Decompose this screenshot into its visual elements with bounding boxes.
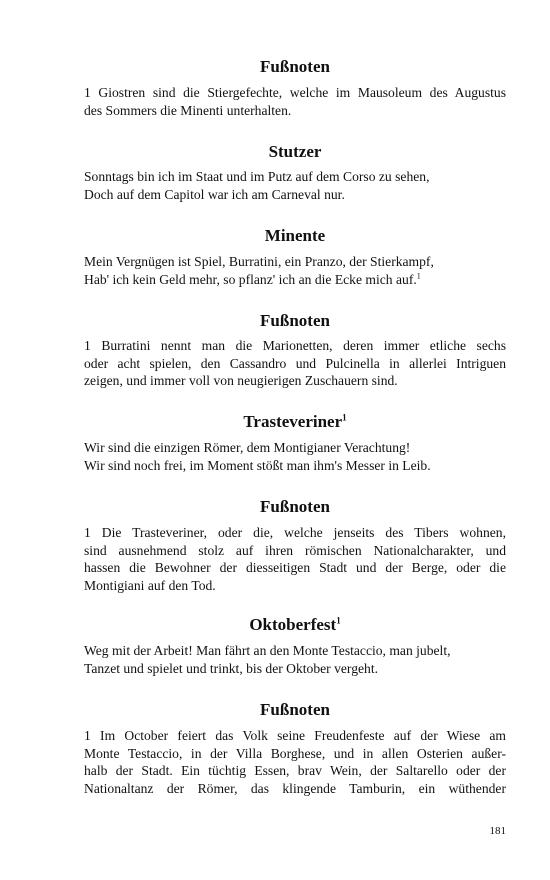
footnote-marker: 1 bbox=[342, 412, 347, 423]
text-line: Monte Testaccio, in der Villa Borghese, und in allen Osterien außer- bbox=[84, 745, 506, 761]
verse-line: Sonntags bin ich im Staat und im Putz auf dem Corso zu sehen, bbox=[84, 169, 430, 184]
heading-text: Oktoberfest bbox=[249, 615, 337, 634]
section-heading bbox=[84, 700, 506, 720]
verse-line: Hab' ich kein Geld mehr, so pflanz' ich an die Ecke mich auf. bbox=[84, 271, 417, 287]
heading-minente: Minente bbox=[264, 226, 326, 245]
text-line: halb der Stadt. Ein tüchtig Essen, brav Wein, der Saltarello oder der bbox=[84, 763, 506, 779]
section-heading bbox=[84, 615, 506, 635]
heading-footnotes: Fußnoten bbox=[260, 700, 330, 719]
verse-line: Wir sind noch frei, im Moment stößt man ihm's Messer in Leib. bbox=[84, 457, 431, 473]
section-heading bbox=[84, 57, 506, 77]
section-heading bbox=[84, 497, 506, 517]
heading-footnotes: Fußnoten bbox=[260, 311, 330, 330]
text-line: zeigen, und immer voll von neugierigen Zuschauern sind. bbox=[84, 373, 398, 389]
footnote-text bbox=[84, 84, 506, 119]
text-line: 1 Giostren sind die Stiergefechte, welche im Mausoleum des Augustus bbox=[84, 85, 506, 100]
footnote-marker: 1 bbox=[416, 271, 421, 281]
footnote-text bbox=[84, 727, 506, 797]
text-line: oder acht spielen, den Cassandro und Pulcinella in allerlei Intriguen bbox=[84, 355, 506, 371]
text-line: sind ausnehmend stolz auf ihren römischen Nationalcharakter, und bbox=[84, 542, 506, 558]
verse-text bbox=[84, 168, 506, 203]
heading-trasteveriner bbox=[84, 412, 506, 432]
page-number: 181 bbox=[489, 825, 506, 837]
footnote-marker: 1 bbox=[336, 615, 341, 626]
verse-line: Weg mit der Arbeit! Man fährt an den Monte Testaccio, man jubelt, bbox=[84, 643, 451, 658]
verse-line-with-marker bbox=[84, 271, 506, 289]
heading-footnotes: Fußnoten bbox=[260, 497, 330, 516]
heading-text: Trasteveriner bbox=[243, 412, 343, 431]
footnote-text bbox=[84, 337, 506, 390]
section-heading bbox=[84, 412, 506, 432]
verse-text bbox=[84, 642, 506, 677]
text-line: 1 Die Trasteveriner, oder die, welche jenseits des Tibers wohnen, bbox=[84, 525, 506, 540]
text-line: Nationaltanz der Römer, das klingende Tamburin, ein wüthender bbox=[84, 780, 506, 796]
text-line: des Sommers die Minenti unterhalten. bbox=[84, 102, 292, 118]
verse-text bbox=[84, 439, 506, 474]
verse-line: Tanzet und spielet und trinkt, bis der Oktober vergeht. bbox=[84, 660, 379, 676]
heading-oktoberfest bbox=[84, 615, 506, 635]
footnote-text bbox=[84, 524, 506, 594]
verse-text bbox=[84, 253, 506, 288]
heading-stutzer: Stutzer bbox=[268, 142, 322, 161]
section-heading bbox=[84, 142, 506, 162]
text-line: 1 Im October feiert das Volk seine Freudenfeste auf der Wiese am bbox=[84, 728, 506, 743]
section-heading bbox=[84, 226, 506, 246]
verse-line: Doch auf dem Capitol war ich am Carneval nur. bbox=[84, 186, 345, 202]
text-line: Montigiani auf den Tod. bbox=[84, 577, 216, 593]
verse-line: Wir sind die einzigen Römer, dem Montigianer Verachtung! bbox=[84, 440, 411, 455]
verse-line: Mein Vergnügen ist Spiel, Burratini, ein Pranzo, der Stierkampf, bbox=[84, 254, 434, 269]
text-line: hassen die Bewohner der diesseitigen Stadt und der Berge, oder die bbox=[84, 560, 506, 576]
heading-footnotes: Fußnoten bbox=[260, 57, 330, 76]
text-line: 1 Burratini nennt man die Marionetten, deren immer etliche sechs bbox=[84, 338, 506, 353]
section-heading bbox=[84, 311, 506, 331]
